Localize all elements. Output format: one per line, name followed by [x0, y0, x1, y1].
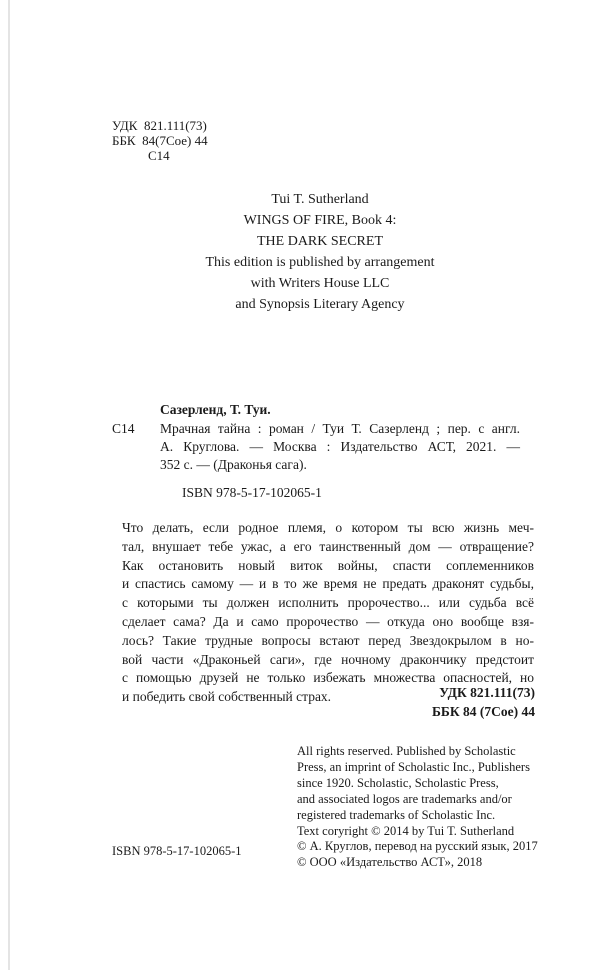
original-author: Tui T. Sutherland: [271, 192, 369, 207]
bbk-value: 84(7Сое) 44: [142, 133, 208, 148]
arrangement-line: and Synopsis Literary Agency: [235, 297, 405, 312]
footer-isbn: ISBN 978-5-17-102065-1: [112, 844, 242, 858]
bibliographic-author-mark: С14: [112, 421, 135, 436]
page-edge-shadow: [8, 0, 10, 970]
original-title: THE DARK SECRET: [257, 234, 383, 249]
rights-line: © А. Круглов, перевод на русский язык, 2017: [297, 839, 538, 854]
udk-label: УДК: [112, 118, 138, 133]
bbk-code: ББК 84 (7Сое) 44: [432, 704, 535, 719]
annotation-line: сделает сама? Да и само пророчество — откуда оно вообще взя-: [122, 613, 534, 629]
bibliographic-heading: Сазерленд, Т. Туи.: [160, 402, 271, 417]
udk-top: [112, 118, 207, 134]
rights-line: © ООО «Издательство АСТ», 2018: [297, 855, 483, 870]
annotation-line: Что делать, если родное племя, о котором ты всю жизнь меч-: [122, 520, 534, 535]
rights-notice: [297, 744, 547, 871]
description-line: 352 с. — (Драконья сага).: [160, 457, 307, 472]
author-mark-top: С14: [148, 148, 170, 163]
bbk-top: [112, 133, 208, 149]
description-line: А. Круглова. — Москва : Издательство АСТ, 2021. —: [160, 439, 520, 454]
bibliographic-description: [160, 420, 520, 474]
annotation-line: лось? Такие трудные вопросы встают перед Звездокрылом в но-: [122, 632, 534, 648]
arrangement-line: with Writers House LLC: [250, 276, 390, 291]
annotation-line: Как остановить новый виток войны, спасти соплеменников: [122, 557, 534, 573]
udk-code: УДК 821.111(73): [439, 685, 535, 700]
rights-line: Text coryright © 2014 by Tui T. Sutherland: [297, 823, 515, 838]
annotation: [122, 519, 534, 707]
bbk-label: ББК: [112, 133, 136, 148]
description-line: Мрачная тайна : роман / Туи Т. Сазерленд ; пер. с англ.: [160, 421, 520, 436]
rights-line: registered trademarks of Scholastic Inc.: [297, 807, 496, 822]
annotation-line: и спастись самому — и в то же время не предать драконят судьбы,: [122, 576, 534, 592]
arrangement-line: This edition is published by arrangement: [205, 255, 435, 270]
annotation-line: вой части «Драконьей саги», где ночному дракончику предстоит: [122, 651, 534, 667]
rights-line: All rights reserved. Published by Scholastic: [297, 744, 516, 758]
annotation-line: с помощью друзей не только избежать множества опасностей, но: [122, 670, 534, 686]
udk-value: 821.111(73): [143, 118, 207, 133]
rights-line: since 1920. Scholastic, Scholastic Press,: [297, 775, 499, 790]
rights-line: Press, an imprint of Scholastic Inc., Publishers: [297, 759, 530, 774]
annotation-line: с которыми ты должен исполнить пророчество... или судьба всё: [122, 595, 534, 611]
rights-line: and associated logos are trademarks and/or: [297, 791, 512, 806]
annotation-line: и победить свой собственный страх.: [122, 689, 332, 705]
bibliographic-isbn: ISBN 978-5-17-102065-1: [182, 485, 322, 500]
annotation-line: тал, внушает тебе ужас, а его таинственный дом — отвращение?: [122, 538, 534, 554]
original-series: WINGS OF FIRE, Book 4:: [243, 213, 397, 228]
